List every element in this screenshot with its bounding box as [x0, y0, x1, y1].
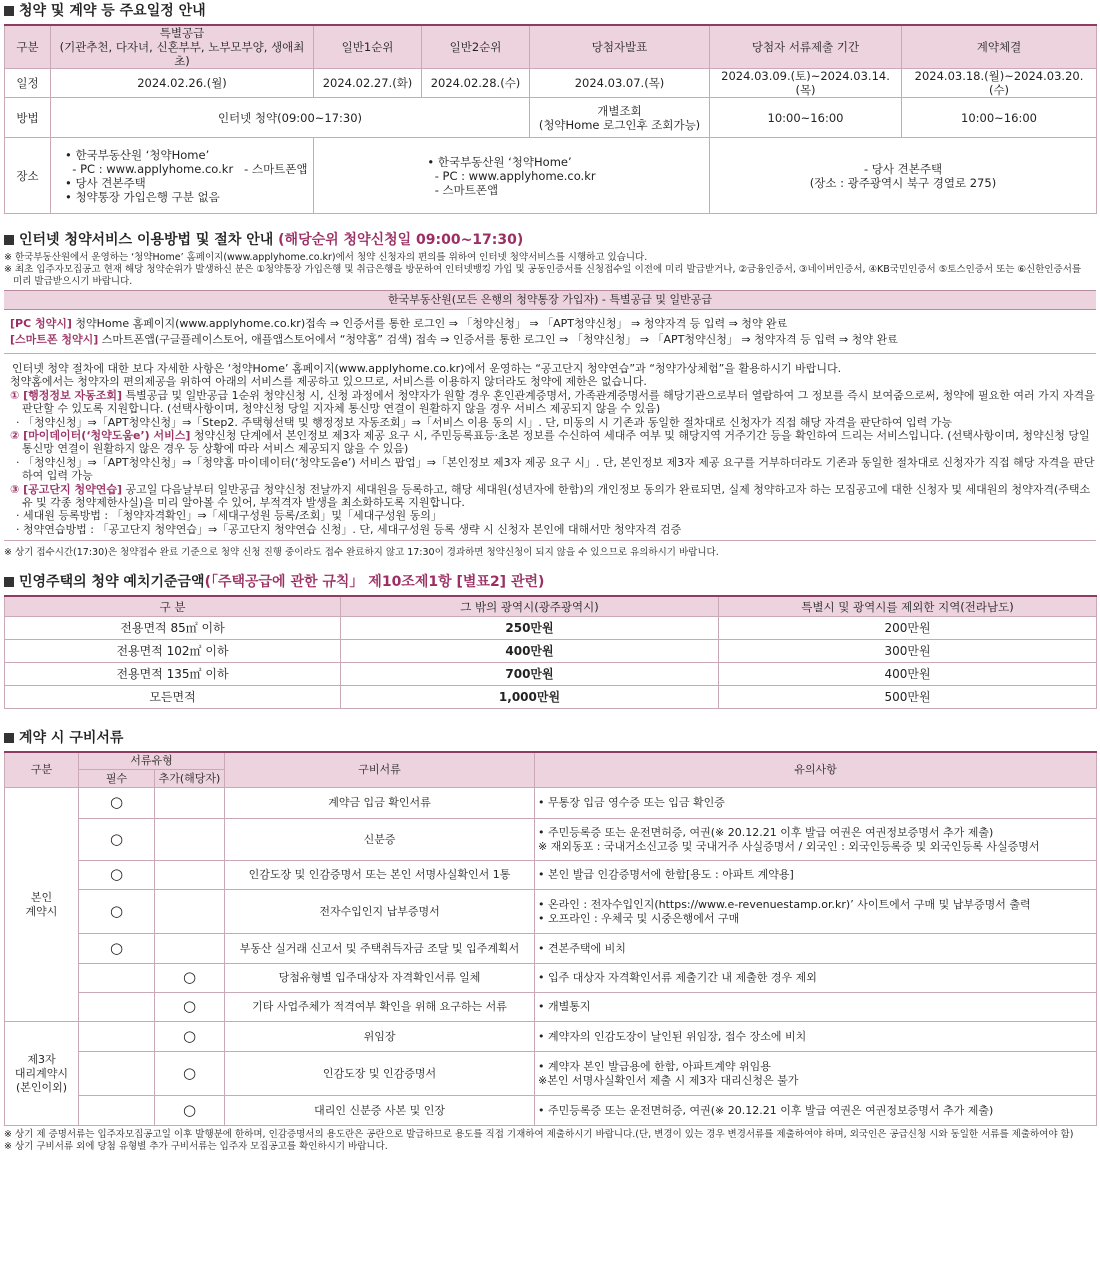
col-contract: 계약체결	[902, 25, 1097, 69]
province-amount: 400만원	[719, 662, 1097, 685]
time-notice: ※ 상기 접수시간(17:30)은 청약접수 완료 기준으로 청약 신청 진행 중이라도 접수 완료하지 않고 17:30이 경과하면 청약신청이 되지 않을 수 있으므로 유의하시기 바랍니다.	[4, 547, 719, 559]
doc-note: • 무통장 입금 영수증 또는 입금 확인증	[535, 788, 1097, 819]
doc-note: • 개별통지	[535, 993, 1097, 1022]
note-line: ※ 최초 입주자모집공고 현재 해당 청약순위가 발생하신 분은 ①청약통장 가입은행 및 취급은행을 방문하여 인터넷뱅킹 가입 및 공동인증서를 신청접수일 이전에 미리 발급받거나, ②금융인증서, ③네이버인증서, ④KB국민인증서 ⑤토스인증서 또는 ⑥신한인증서를	[4, 264, 1082, 275]
service-item-2: ② [마이데이터(‘청약도움e’) 서비스] 청약신청 단계에서 본인정보 제3자 제공 요구 시, 주민등록표등·초본 정보를 수신하여 세대주 여부 및 해당지역 거주기간 등을 확인하여 드리는 서비스입니다. (선택사항이며, 청약신청 당일 통신망 연결이 원활하지 않은 경우 등 상황에 따라 서비스 제공되지 않을 수 있음)	[10, 429, 1090, 456]
col-category: 구분	[5, 25, 51, 69]
area-cell: 전용면적 102㎡ 이하	[5, 639, 341, 662]
section-title-text: 인터넷 청약서비스 이용방법 및 절차 안내	[19, 232, 274, 248]
section-deposit-title	[4, 573, 1096, 591]
additional-mark	[155, 861, 225, 890]
area-cell: 전용면적 85㎡ 이하	[5, 616, 341, 639]
date-announce: 2024.03.07.(목)	[530, 69, 710, 98]
doc-row	[5, 861, 1097, 890]
additional-mark: ○	[155, 964, 225, 993]
col-doc-type: 서류유형	[79, 752, 225, 770]
row-label: 방법	[5, 98, 51, 138]
schedule-place-row	[5, 138, 1097, 214]
doc-note: • 주민등록증 또는 운전면허증, 여권(※ 20.12.21 이후 발급 여권은 여권정보증명서 추가 제출) ※ 재외동포 : 국내거소신고증 및 국내거주 사실증명서 / 외국인 : 외국인등록증 및 외국인등록 사실증명서	[535, 819, 1097, 861]
pc-method: [PC 청약시] 청약Home 홈페이지(www.applyhome.co.kr)접속 ⇒ 인증서를 통한 로그인 ⇒ 「청약신청」 ⇒ 「APT청약신청」 ⇒ 청약자격 등 입력 ⇒ 청약 완료	[10, 317, 788, 330]
doc-note: • 온라인 : 전자수입인지(https://www.e-revenuestamp.or.kr)’ 사이트에서 구매 및 납부증명서 출력 • 오프라인 : 우체국 및 시중은행에서 구매	[535, 890, 1097, 934]
area-cell: 전용면적 135㎡ 이하	[5, 662, 341, 685]
date-docs: 2024.03.09.(토)~2024.03.14.(목)	[710, 69, 902, 98]
doc-row	[5, 964, 1097, 993]
square-bullet-icon	[4, 235, 14, 245]
doc-name: 전자수입인지 납부증명서	[225, 890, 535, 934]
schedule-table	[4, 24, 1097, 214]
service-item-1: ① [행정정보 자동조회] 특별공급 및 일반공급 1순위 청약신청 시, 신청 과정에서 청약자가 원할 경우 혼인관계증명서, 가족관계증명서를 해당기관으로부터 열람하여 그 정보를 즉시 보여줌으로써, 청약에 필요한 여러 가지 자격을 판단할 수 있도록 지원합니다. (선택사항이며, 청약신청 당일 지자체 통신망 연결이 원활하지 않을 경우 서비스 제공되지 않을 수 있음)	[10, 388, 1095, 416]
group-proxy: 제3자 대리계약시 (본인이외)	[5, 1022, 79, 1126]
place-model-house: - 당사 견본주택 (장소 : 광주광역시 북구 경열로 275)	[710, 138, 1097, 214]
square-bullet-icon	[4, 6, 14, 16]
note-line: ※ 한국부동산원에서 운영하는 ‘청약Home’ 홈페이지(www.applyhome.co.kr)에서 청약 신청자의 편의를 위하여 인터넷 청약서비스를 시행하고 있습니다.	[4, 252, 648, 263]
note-line: 미리 발급받으시기 바랍니다.	[4, 276, 133, 287]
section-title-highlight: (해당순위 청약신청일 09:00~17:30)	[278, 232, 524, 248]
documents-table	[4, 751, 1097, 1127]
doc-row	[5, 1096, 1097, 1126]
section-title-text: 계약 시 구비서류	[19, 729, 124, 746]
service-sub: · 「청약신청」⇒「APT청약신청」⇒「청약홈 마이데이터(‘청약도움e’) 서비스 팝업」⇒「본인정보 제3자 제공 요구 시」. 단, 본인정보 제3자 제공 요구를 거부하더라도 기존과 동일한 절차대로 신청자가 직접 해당 자격을 판단하여 입력 가능	[16, 455, 1095, 483]
additional-mark: ○	[155, 1022, 225, 1052]
footnote-line: ※ 상기 제 증명서류는 입주자모집공고일 이후 발행분에 한하며, 인감증명서의 용도란은 공란으로 발급하므로 용도를 직접 기재하여 제출하시기 바랍니다.(단, 변경이 있는 경우 변경서류를 제출하여야 하며, 외국인은 공급신청 시와 동일한 서류를 제출하여야 함)	[4, 1129, 1074, 1141]
required-mark	[79, 1052, 155, 1096]
footnote-line: ※ 상기 구비서류 외에 당첨 유형별 추가 구비서류는 입주자 모집공고를 확인하시기 바랍니다.	[4, 1141, 388, 1153]
doc-note: • 본인 발급 인감증명서에 한함[용도 : 아파트 계약용]	[535, 861, 1097, 890]
intro-line: 청약홈에서는 청약자의 편의제공을 위하여 아래의 서비스를 제공하고 있으므로, 서비스를 이용하지 않더라도 청약에 제한은 없습니다.	[10, 375, 647, 389]
place-special: • 한국부동산원 ‘청약Home’ - PC : www.applyhome.co.kr - 스마트폰앱 • 당사 견본주택 • 청약통장 가입은행 구분 없음	[51, 138, 314, 214]
date-contract: 2024.03.18.(월)~2024.03.20.(수)	[902, 69, 1097, 98]
deposit-row	[5, 685, 1097, 708]
area-cell: 모든면적	[5, 685, 341, 708]
section-title-highlight: (「주택공급에 관한 규칙」 제10조제1항 [별표2] 관련)	[204, 574, 545, 591]
schedule-method-row	[5, 98, 1097, 138]
additional-mark	[155, 819, 225, 861]
notice-page	[0, 2, 1100, 1153]
metro-amount: 400만원	[341, 639, 719, 662]
service-sub: · 세대원 등록방법 : 「청약자격확인」⇒「세대구성원 등록/조회」및「세대구성원 동의」	[16, 509, 442, 523]
date-general2: 2024.02.28.(수)	[422, 69, 530, 98]
required-mark	[79, 964, 155, 993]
metro-amount: 250만원	[341, 616, 719, 639]
place-general: • 한국부동산원 ‘청약Home’ - PC : www.applyhome.co.kr - 스마트폰앱	[314, 138, 710, 214]
doc-name: 인감도장 및 인감증명서	[225, 1052, 535, 1096]
doc-name: 기타 사업주체가 적격여부 확인을 위해 요구하는 서류	[225, 993, 535, 1022]
row-label: 일정	[5, 69, 51, 98]
col-docs: 당첨자 서류제출 기간	[710, 25, 902, 69]
section-documents-title	[4, 729, 1096, 747]
province-amount: 200만원	[719, 616, 1097, 639]
doc-note: • 견본주택에 비치	[535, 934, 1097, 964]
doc-row	[5, 788, 1097, 819]
doc-row	[5, 993, 1097, 1022]
section-title-text: 민영주택의 청약 예치기준금액	[19, 574, 205, 591]
square-bullet-icon	[4, 733, 14, 743]
required-mark	[79, 1096, 155, 1126]
doc-note: • 주민등록증 또는 운전면허증, 여권(※ 20.12.21 이후 발급 여권은 여권정보증명서 추가 제출)	[535, 1096, 1097, 1126]
section-schedule-title	[4, 2, 1096, 20]
required-mark	[79, 1022, 155, 1052]
doc-name: 대리인 신분증 사본 및 인장	[225, 1096, 535, 1126]
doc-name: 위임장	[225, 1022, 535, 1052]
service-sub: · 청약연습방법 : 「공고단지 청약연습」⇒「공고단지 청약연습 신청」. 단, 세대구성원 등록 생략 시 신청자 본인에 대해서만 청약자격 검증	[16, 522, 682, 536]
deposit-table	[4, 595, 1097, 709]
metro-amount: 1,000만원	[341, 685, 719, 708]
method-docs: 10:00~16:00	[710, 98, 902, 138]
internet-notes	[4, 252, 1096, 288]
province-amount: 300만원	[719, 639, 1097, 662]
deposit-row	[5, 639, 1097, 662]
doc-row	[5, 1022, 1097, 1052]
col-special: 특별공급 (기관추천, 다자녀, 신혼부부, 노부모부양, 생애최초)	[51, 25, 314, 69]
doc-row	[5, 819, 1097, 861]
col-note: 유의사항	[535, 752, 1097, 788]
col-required: 필수	[79, 770, 155, 788]
doc-name: 계약금 입금 확인서류	[225, 788, 535, 819]
row-label: 장소	[5, 138, 51, 214]
mobile-method: [스마트폰 청약시] 스마트폰앱(구글플레이스토어, 애플앱스토어에서 “청약홈” 검색) 접속 ⇒ 인증서를 통한 로그인 ⇒ 「청약신청」 ⇒ 「APT청약신청」 ⇒ 청약자격 등 입력 ⇒ 청약 완료	[10, 333, 898, 346]
doc-name: 인감도장 및 인감증명서 또는 본인 서명사실확인서 1통	[225, 861, 535, 890]
col-province: 특별시 및 광역시를 제외한 지역(전라남도)	[719, 596, 1097, 616]
required-mark: ○	[79, 788, 155, 819]
additional-mark: ○	[155, 1096, 225, 1126]
intro-line: 인터넷 청약 절차에 대한 보다 자세한 사항은 ‘청약Home’ 홈페이지(www.applyhome.co.kr)에서 운영하는 “공고단지 청약연습”과 “청약가상체험”을 활용하시기 바랍니다.	[12, 362, 842, 375]
service-item-3: ③ [공고단지 청약연습] 공고일 다음날부터 일반공급 청약신청 전날까지 세대원을 등록하고, 해당 세대원(성년자에 한함)의 개인정보 동의가 완료되면, 실제 청약하고자 하는 모집공고에 대한 신청자 및 세대원의 청약자격(주택소유 및 각종 청약제한사실)을 미리 알아볼 수 있어, 부적격자 발생을 최소화하도록 지원합니다.	[10, 482, 1091, 510]
doc-name: 부동산 실거래 신고서 및 주택취득자금 조달 및 입주계획서	[225, 934, 535, 964]
col-area: 구 분	[5, 596, 341, 616]
metro-amount: 700만원	[341, 662, 719, 685]
documents-header-row	[5, 752, 1097, 770]
doc-row	[5, 890, 1097, 934]
schedule-header-row	[5, 25, 1097, 69]
documents-footnotes	[4, 1129, 1096, 1153]
doc-name: 신분증	[225, 819, 535, 861]
province-amount: 500만원	[719, 685, 1097, 708]
additional-mark	[155, 890, 225, 934]
schedule-date-row	[5, 69, 1097, 98]
section-internet-title	[4, 231, 1096, 249]
required-mark: ○	[79, 890, 155, 934]
additional-mark	[155, 788, 225, 819]
method-contract: 10:00~16:00	[902, 98, 1097, 138]
col-additional: 추가(해당자)	[155, 770, 225, 788]
col-announce: 당첨자발표	[530, 25, 710, 69]
additional-mark: ○	[155, 1052, 225, 1096]
deposit-row	[5, 616, 1097, 639]
group-self: 본인 계약시	[5, 788, 79, 1022]
required-mark: ○	[79, 819, 155, 861]
doc-row	[5, 1052, 1097, 1096]
additional-mark	[155, 934, 225, 964]
deposit-row	[5, 662, 1097, 685]
required-mark	[79, 993, 155, 1022]
doc-row	[5, 934, 1097, 964]
section-title-text: 청약 및 계약 등 주요일정 안내	[19, 3, 206, 19]
service-sub: · 「청약신청」⇒「APT청약신청」⇒「Step2. 주택형선택 및 행정정보 자동조회」⇒「서비스 이용 동의 시」. 단, 미동의 시 기존과 동일한 절차대로 신청자가 직접 해당 자격을 판단하여 입력 가능	[16, 415, 953, 429]
doc-note: • 계약자 본인 발급용에 한함, 아파트계약 위임용 ※본인 서명사실확인서 제출 시 제3자 대리신청은 불가	[535, 1052, 1097, 1096]
doc-note: • 입주 대상자 자격확인서류 제출기간 내 제출한 경우 제외	[535, 964, 1097, 993]
square-bullet-icon	[4, 577, 14, 587]
col-category: 구분	[5, 752, 79, 788]
apply-methods	[4, 316, 1096, 348]
agency-bar: 한국부동산원(모든 은행의 청약통장 가입자) - 특별공급 및 일반공급	[4, 290, 1096, 310]
date-special: 2024.02.26.(월)	[51, 69, 314, 98]
col-metro: 그 밖의 광역시(광주광역시)	[341, 596, 719, 616]
col-document: 구비서류	[225, 752, 535, 788]
required-mark: ○	[79, 861, 155, 890]
method-announce: 개별조회 (청약Home 로그인후 조회가능)	[530, 98, 710, 138]
method-online: 인터넷 청약(09:00~17:30)	[51, 98, 530, 138]
deposit-header-row	[5, 596, 1097, 616]
col-general2: 일반2순위	[422, 25, 530, 69]
required-mark: ○	[79, 934, 155, 964]
service-description	[4, 362, 1096, 536]
date-general1: 2024.02.27.(화)	[314, 69, 422, 98]
additional-mark: ○	[155, 993, 225, 1022]
doc-name: 당첨유형별 입주대상자 자격확인서류 일체	[225, 964, 535, 993]
doc-note: • 계약자의 인감도장이 날인된 위임장, 접수 장소에 비치	[535, 1022, 1097, 1052]
col-general1: 일반1순위	[314, 25, 422, 69]
